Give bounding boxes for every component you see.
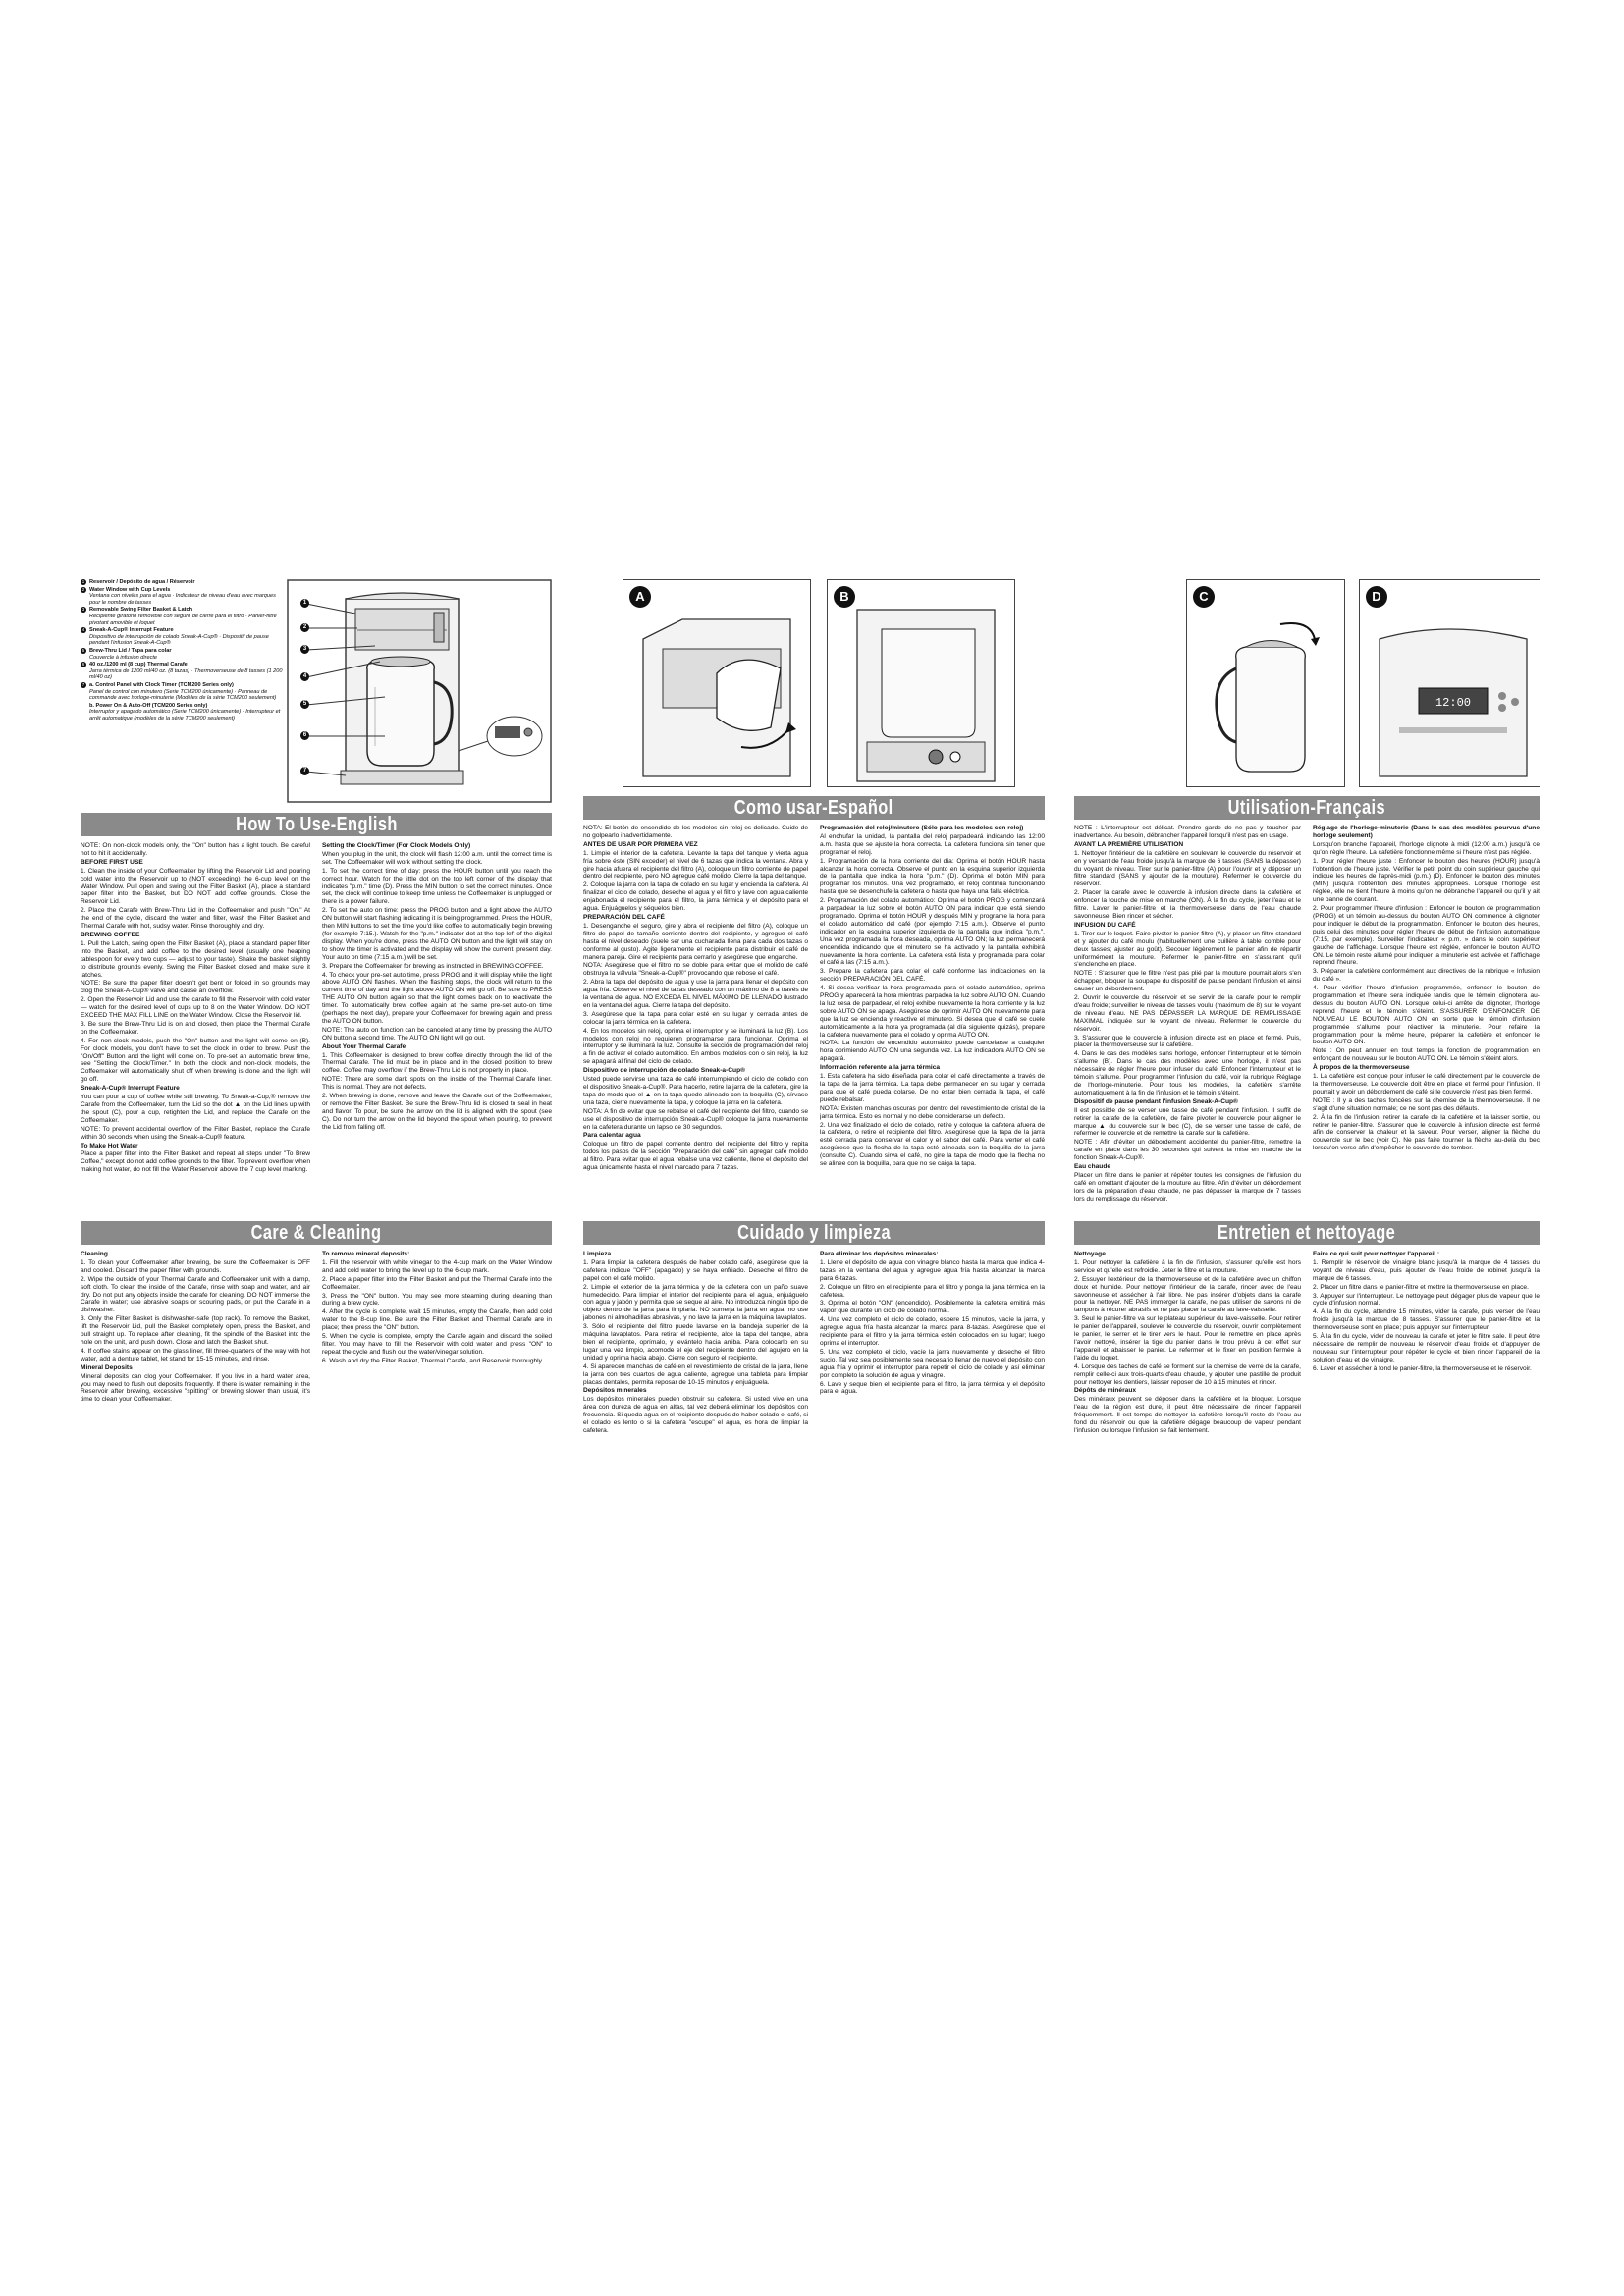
step: 2. Programación del colado automático: Oprima el botón PROG y comenzará a parpadear la luz sobre el botón AUTO ON para indicar que está siendo programado. Oprima el botón HOUR y después MIN y programe la hora para el colado automático del café (por ejemplo 7:15 a.m.). Observe el punto indicador en la esquina superior izquierda de la pantalla que indica "p.m.". Una vez programada la hora deseada, oprima AUTO ON; la luz permanecerá encendida indicando que el minutero se ha activado y la pantalla exhibirá nuevamente la hora corriente. La cafetera está lista y programada para colar el café a las (7:15 a.m.). xyxy=(820,897,1045,967)
parts-list-item xyxy=(81,627,287,647)
figure-a xyxy=(623,579,811,787)
part-translation: Ventana con niveles para el agua · Indicateur de niveau d'eau avec marques pour le nombre de tasses xyxy=(89,593,276,606)
step: 2. Coloque la jarra con la tapa de colado en su lugar y encienda la cafetera. Al finalizar el ciclo de colado, deseche el agua y el filtro y lave con agua caliente enjabonada el recipiente para el filtro, la jarra térmica y el depósito para el agua. Enjuáguelos y séquelos bien. xyxy=(583,881,808,913)
english-care-column-1 xyxy=(81,1251,310,1476)
english-care-columns xyxy=(81,1251,552,1476)
note: NOTE : Il y a des taches foncées sur la chemise de la thermoverseuse. Il ne s'agit d'une situation normale; ce ne sont pas des défauts. xyxy=(1313,1096,1540,1112)
part-number-badge: 3 xyxy=(81,607,85,613)
figure-d-label: D xyxy=(1366,586,1387,608)
step: 2. Wipe the outside of your Thermal Carafe and Coffeemaker unit with a damp, soft cloth. To clean the inside of the Carafe, rinse with soap and water, and air dry. Do not put any objects inside the carafe for cleaning. DO NOT immerse the Carafe in water; use abrasive soaps or scouring pads, or put the Carafe in a dishwasher. xyxy=(81,1275,310,1314)
note-top: NOTA: El botón de encendido de los modelos sin reloj es delicado. Cuide de no golpearlo inadvertidamente. xyxy=(583,825,808,839)
english-care-column-2 xyxy=(322,1251,552,1476)
cuidado-banner: Cuidado y limpieza xyxy=(583,1221,1045,1245)
parts-list-item xyxy=(81,607,287,626)
brewing-heading: INFUSION DU CAFÉ xyxy=(1074,921,1136,929)
part-label xyxy=(89,579,195,586)
spanish-care-column-1 xyxy=(583,1251,808,1476)
paragraph: Coloque un filtro de papel corriente dentro del recipiente del filtro y repita todos los pasos de la sección "Preparación del café" sin agregar café molido al filtro. Para evitar que el agua rebalse una vez caliente, llene el depósito del agua únicamente hasta el nivel marcado para 7 tazas. xyxy=(583,1141,808,1172)
thermal-heading: À propos de la thermoverseuse xyxy=(1313,1064,1410,1072)
sneak-heading: Sneak-A-Cup® Interrupt Feature xyxy=(81,1085,180,1093)
step: 3. Préparer la cafetière conformément aux directives de la rubrique « Infusion du café ». xyxy=(1313,968,1540,984)
como-usar-banner: Como usar-Español xyxy=(583,796,1045,820)
paragraph: Des minéraux peuvent se déposer dans la cafetière et la bloquer. Lorsque l'eau de la région est dure, il peut être nécessaire de rincer l'appareil fréquemment. Il est temps de nettoyer la cafetière lorsqu'il reste de l'eau au fond du réservoir ou que la cafetière dégage beaucoup de vapeur pendant l'infusion ou lorsque l'infusion se fait lentement. xyxy=(1074,1396,1301,1434)
svg-text:12:00: 12:00 xyxy=(1435,696,1472,710)
figure-a-label: A xyxy=(629,586,651,608)
callout-6: 6 xyxy=(300,731,309,740)
paragraph: Placer un filtre dans le panier et répéter toutes les consignes de l'infusion du café en omettant d'ajouter de la mouture au filtre. Afin d'éviter un débordement lors de la préparation d'eau chaude, ne pas dépasser la marque de 7 tasses lors du remplissage du réservoir. xyxy=(1074,1171,1301,1202)
step: 4. Si aparecen manchas de café en el revestimiento de cristal de la jarra, llene la jarra con tres cuartos de agua caliente, agregue una tableta para limpiar placas dentales, permita reposar de 10-15 minutos y enjuáguela. xyxy=(583,1362,808,1386)
step: 1. This Coffeemaker is designed to brew coffee directly through the lid of the Thermal Carafe. The lid must be in place and in the closed position to brew coffee. Coffee may overflow if the Brew-Thru Lid is not properly in place. xyxy=(322,1051,552,1075)
utilisation-banner: Utilisation-Français xyxy=(1074,796,1540,820)
step: 2. To set the auto on time: press the PROG button and a light above the AUTO ON button will start flashing indicating it is being programmed. Press the HOUR, then MIN buttons to set the time you'd like coffee to automatically begin brewing (for example 7:15.). Watch for the "p.m." indicator dot at the top left of the digital display. When you're done, press the AUTO ON button and the light will stay on to show the timer is activated and the display will show the current, present day. Your auto on time (7:15 a.m.) will be set. xyxy=(322,907,552,961)
step: 2. Placer un filtre dans le panier-filtre et mettre la thermoverseuse en place. xyxy=(1313,1283,1529,1291)
step: 4. En los modelos sin reloj, oprima el interruptor y se iluminará la luz (B). Los modelos con reloj no requieren programarse para funcionar. Oprima el interruptor y se iluminará la luz. Consulte la sección de programación del reloj a fin de activar el colado automático. En ambos modelos con o sin reloj, la luz se apagará al final del ciclo de colado. xyxy=(583,1027,808,1066)
step: 1. To set the correct time of day: press the HOUR button until you reach the correct hour. Watch for the little dot on the top left corner of the display that indicates "p.m." time (D). Press the MIN button to set the correct minutes. Once set, the clock will continue to keep time unless the Coffeemaker is unplugged or there is a power failure. xyxy=(322,867,552,906)
part-label xyxy=(89,607,287,626)
step: 1. Esta cafetera ha sido diseñada para colar el café directamente a través de la tapa de la jarra térmica. La tapa debe permanecer en su lugar y cerrada para que el café pueda colarse. De no estar bien cerrada la tapa, el café puede rebalsar. xyxy=(820,1073,1045,1103)
hot-water-heading: To Make Hot Water xyxy=(81,1142,138,1149)
note: NOTA: La función de encendido automático puede cancelarse a cualquier hora oprimiendo AUTO ON una segunda vez. La luz indicadora AUTO ON se apagará. xyxy=(820,1040,1045,1063)
step: 2. Placer la carafe avec le couvercle à infusion directe dans la cafetière et enfoncer la touche de mise en marche (ON). À la fin du cycle, jeter l'eau et le filtre. Laver le panier-filtre et la thermoverseuse dans de l'eau chaude savonneuse. Bien rincer et sécher. xyxy=(1074,889,1301,920)
callout-7: 7 xyxy=(300,767,309,775)
entretien-banner: Entretien et nettoyage xyxy=(1074,1221,1540,1245)
part-number-badge: 1 xyxy=(81,579,85,584)
french-care-column-1 xyxy=(1074,1251,1301,1476)
note-top: NOTE: On non-clock models only, the "On" button has a light touch. Be careful not to hit it accidentally. xyxy=(81,842,310,857)
part-label xyxy=(89,703,287,722)
step: 1. Clean the inside of your Coffeemaker by lifting the Reservoir Lid and pouring cold water into the Reservoir up to (NOT exceeding) the 6-cup level on the Water Window. Pull open and swing out the Filter Basket (A), place a standard paper filter into the Basket, but DO NOT add coffee grounds. Close the Reservoir Lid. xyxy=(81,867,310,906)
remove-heading: Faire ce qui suit pour nettoyer l'appareil : xyxy=(1313,1251,1440,1257)
step: 5. Una vez completo el ciclo, vacíe la jarra nuevamente y deseche el filtro sucio. Tal vez sea posiblemente sea necesario llenar de nuevo el depósito con agua fría y oprimir el interruptor para repetir el ciclo de colado y así eliminar por completo la solución de agua y vinagre. xyxy=(820,1348,1045,1379)
english-column-2 xyxy=(322,842,552,1213)
remove-heading: To remove mineral deposits: xyxy=(322,1251,410,1257)
step: 5. À la fin du cycle, vider de nouveau la carafe et jeter le filtre sale. Il peut être nécessaire de remplir de nouveau le réservoir d'eau froide et d'appuyer de nouveau sur l'interrupteur pour répéter le cycle et bien rincer l'appareil de la solution d'eau et de vinaigre. xyxy=(1313,1333,1540,1363)
cleaning-heading: Nettoyage xyxy=(1074,1251,1106,1257)
spanish-care-columns xyxy=(583,1251,1045,1476)
step: 2. Pour programmer l'heure d'infusion : Enfoncer le bouton de programmation (PROG) et un témoin au-dessus du bouton AUTO ON commence à clignoter pour indiquer le début de la programmation. Enfoncer le bouton des heures, puis celui des minutes pour régler l'heure de début de l'infusion automatique (7:15, par exemple). Surveiller l'indicateur « p.m. » dans le coin supérieur gauche de l'affichage. Lorsque l'heure est réglée, enfoncer le bouton AUTO ON. Le témoin reste allumé pour indiquer la minuterie est activée et l'affichage reprend l'heure. xyxy=(1313,905,1540,967)
step: 1. Nettoyer l'intérieur de la cafetière en soulevant le couvercle du réservoir et en y versant de l'eau froide jusqu'à la marque de 6 tasses (SANS la dépasser) du voyant de niveau. Tirer sur le panier-filtre (A) pour l'ouvrir et y déposer un filtre standard (SANS y ajouter de la mouture). Refermer le couvercle du réservoir. xyxy=(1074,849,1301,888)
note: NOTE : S'assurer que le filtre n'est pas plié par la mouture pourrait alors s'en échapper, bloquer la soupape du dispositif de pause pendant l'infusion et ainsi causer un débordement. xyxy=(1074,970,1301,993)
step: 3. Only the Filter Basket is dishwasher-safe (top rack). To remove the Basket, lift the Reservoir Lid, pull the Basket completely open, press the Basket, and pull straight up. To replace after cleaning, fit the spindle of the Basket into the hole on the unit, and push down. Close and latch the Basket shut. xyxy=(81,1315,310,1346)
spanish-care-column-2 xyxy=(820,1251,1045,1476)
note: NOTA: Asegúrese que el filtro no se doble para evitar que el molido de café obstruya la válvula "Sneak-a-Cup®" provocando que rebose el café. xyxy=(583,962,808,978)
clock-display-illustration xyxy=(1360,580,1540,786)
spanish-column-1 xyxy=(583,825,808,1213)
hot-water-heading: Eau chaude xyxy=(1074,1163,1111,1171)
step: 2. Una vez finalizado el ciclo de colado, retire y coloque la cafetera afuera de la cafetera, o retire el recipiente del filtro. Asegúrese que la tapa de la jarra esté cerrada para conservar el calor y el sabor del café. Para verter el café asegúrese que la flecha de la tapa esté alineada con la boquilla de la jarra (consulte C). Cuando sirva el café, no gire la tapa de modo que la flecha no se alinee con la boquilla, para que no se caiga la tapa. xyxy=(820,1121,1045,1168)
step: 2. Place a paper filter into the Filter Basket and put the Thermal Carafe into the Coffeemaker. xyxy=(322,1275,552,1291)
part-translation: Jarra térmica de 1200 ml/40 oz. (8 tazas) · Thermoverseuse de 8 tasses (1 200 ml/40 oz) xyxy=(89,667,283,681)
step: 2. Limpie el exterior de la jarra térmica y de la cafetera con un paño suave humedecido. Para limpiar el interior del recipiente para el agua, enjuáguelo con agua y jabón y permita que se seque al aire. No introduzca ningún tipo de objeto dentro de la jarra para limpiarla. NO sumerja la jarra en agua, no use jabones ni almohadillas abrasivas, y no lave la jarra en la máquina lavaplatos. xyxy=(583,1283,808,1322)
step: 3. S'assurer que le couvercle à infusion directe est en place et fermé. Puis, placer la thermoverseuse sur la cafetière. xyxy=(1074,1034,1301,1049)
filter-basket-illustration xyxy=(623,580,810,786)
part-name: Water Window with Cup Levels xyxy=(89,586,171,593)
mineral-heading: Depósitos minerales xyxy=(583,1387,647,1395)
step: 4. Dans le cas des modèles sans horloge, enfoncer l'interrupteur et le témoin s'allume (B). Dans le cas des modèles avec une horloge, il n'est pas nécessaire de régler l'heure pour infuser du café. Enfoncer l'interrupteur et le témoin s'allume. Pour programmer l'infusion du café, voir la rubrique Réglage de l'horloge-minuterie. Pour tous les modèles, la cafetière s'arrête automatiquement à la fin de l'infusion et le témoin s'éteint. xyxy=(1074,1050,1301,1096)
note-top: NOTE : L'interrupteur est délicat. Prendre garde de ne pas y toucher par inadvertance. Au besoin, débrancher l'appareil lorsqu'il n'est pas en usage. xyxy=(1074,825,1301,839)
clock-heading: Réglage de l'horloge-minuterie (Dans le cas des modèles pourvus d'une horloge seulement) xyxy=(1313,825,1540,839)
part-name: Brew-Thru Lid / Tapa para colar xyxy=(89,647,172,654)
part-label xyxy=(89,587,287,607)
parts-list-item xyxy=(81,648,287,661)
parts-list-item xyxy=(81,587,287,607)
part-translation: Dispositivo de interrupción de colado Sneak-A-Cup® · Dispositif de pause pendant l'infusion Sneak-A-Cup® xyxy=(89,633,269,647)
before-first-use-heading: ANTES DE USAR POR PRIMERA VEZ xyxy=(583,840,698,848)
step: 1. Fill the reservoir with white vinegar to the 4-cup mark on the Water Window and add cold water to bring the level up to the 6-cup mark. xyxy=(322,1258,552,1274)
note: Note : On peut annuler en tout temps la fonction de programmation en enfonçant de nouveau sur le bouton AUTO ON. Le témoin s'éteint alors. xyxy=(1313,1047,1540,1063)
french-care-column-2 xyxy=(1313,1251,1540,1476)
step: 1. Pull the Latch, swing open the Filter Basket (A), place a standard paper filter into the Basket, and add coffee to the desired level (usually one heaping tablespoon for every two cups — adjust to your taste). Shake the basket slightly to distribute grounds evenly. Swing the Filter Basket closed and make sure it latches. xyxy=(81,939,310,979)
paragraph: Al enchufar la unidad, la pantalla del reloj parpadeará indicando las 12:00 a.m. hasta que se ajuste la hora correcta. La cafetera funciona sin tener que programar el reloj. xyxy=(820,832,1045,856)
paragraph: Los depósitos minerales pueden obstruir su cafetera. Si usted vive en una área con dureza de agua en altas, tal vez deberá eliminar los depósitos con frecuencia. Si queda agua en el recipiente después de haber colado el café, si el colado es lento o si la cafetera "escupe" el agua, es hora de limpiar la cafetera. xyxy=(583,1396,808,1434)
how-to-banner: How To Use-English xyxy=(81,813,552,836)
paragraph: Usted puede servirse una taza de café interrumpiendo el ciclo de colado con el dispositivo Sneak-a-Cup®. Para hacerlo, retire la jarra de la cafetera, gire la tapa de modo que el ▲ en la tapa quede alineado con la boquilla (C), sírvase una taza, cierre nuevamente la tapa, y coloque la jarra en la cafetera. xyxy=(583,1076,808,1106)
step: 3. Prepare la cafetera para colar el café conforme las indicaciones en la sección PREPARACIÓN DEL CAFÉ. xyxy=(820,968,1045,984)
callout-4: 4 xyxy=(300,672,309,681)
step: 3. Prepare the Coffeemaker for brewing as instructed in BREWING COFFEE. xyxy=(322,962,544,970)
step: 1. Tirer sur le loquet. Faire pivoter le panier-filtre (A), y placer un filtre standard et y ajouter du café moulu (habituellement une cuillère à table comble pour deux tasses; ajuster au goût). Secouer légèrement le panier afin de répartir uniformément la mouture. Refermer le panier-filtre en s'assurant qu'il s'enclenche en place. xyxy=(1074,930,1301,969)
parts-list xyxy=(81,579,287,722)
part-name: 40 oz./1200 ml (8 cup) Thermal Carafe xyxy=(89,662,188,668)
mineral-heading: Dépôts de minéraux xyxy=(1074,1387,1137,1395)
part-name: Removable Swing Filter Basket & Latch xyxy=(89,607,193,614)
step: 2. À la fin de l'infusion, retirer la carafe de la cafetière et la laisser sortie, ou retirer le panier-filtre. S'assurer que le couvercle à infusion directe est fermé afin de conserver la chaleur et la saveur. Pour verser, aligner la flèche du couvercle sur le bec (voir C). Ne pas faire tourner la flèche au-delà du bec lorsqu'on verse afin d'empêcher le couvercle de tomber. xyxy=(1313,1113,1540,1152)
step: 6. Lave y seque bien el recipiente para el filtro, la jarra térmica y el depósito para el agua. xyxy=(820,1380,1045,1396)
coffeemaker-parts-diagram xyxy=(287,579,552,803)
step: 6. Wash and dry the Filter Basket, Thermal Carafe, and Reservoir thoroughly. xyxy=(322,1357,544,1364)
step: 1. Programación de la hora corriente del día: Oprima el botón HOUR hasta alcanzar la hora correcta. Observe el punto en la esquina superior izquierda de la pantalla que indica la hora "p.m." (D). Oprima el botón MIN para programar los minutos. Una vez programado, el reloj continúa funcionando hasta que se desenchufe la cafetera o hasta que haya una falla eléctrica. xyxy=(820,857,1045,896)
english-usage-columns xyxy=(81,842,552,1213)
step: 1. Desenganche el seguro, gire y abra el recipiente del filtro (A), coloque un filtro de papel de tamaño corriente dentro del recipiente, y agregue el café hasta el nivel deseado (suele ser una cucharada llena para cada dos tazas o conforme al gusto). Agite ligeramente el recipiente para distribuir el café de manera pareja. Gire el recipiente para cerrarlo y asegúrese que enganche. xyxy=(583,922,808,961)
part-translation: Panel de control con minutero (Serie TCM200 únicamente) · Panneau de commande avec horloge-minuterie (Modèles de la série TCM200 seulement) xyxy=(89,688,277,702)
step: 2. Open the Reservoir Lid and use the carafe to fill the Reservoir with cold water — watch for the desired level of cups up to 8 on the Water Window. DO NOT EXCEED THE MAX FILL LINE on the Water Window. Close the Reservoir lid. xyxy=(81,996,310,1020)
step: 3. Seul le panier-filtre va sur le plateau supérieur du lave-vaisselle. Pour retirer le panier de l'appareil, soulever le couvercle du réservoir, ouvrir complètement le panier, le serrer et le tirer vers le haut. Pour le remettre en place après l'avoir nettoyé, insérer la tige du panier dans le trou prévu à cet effet sur l'appareil et abaisser le panier. Le refermer et le fixer en position fermée à l'aide du loquet. xyxy=(1074,1315,1301,1362)
step: 2. Place the Carafe with Brew-Thru Lid in the Coffeemaker and push "On." At the end of the cycle, discard the water and filter, wash the Filter Basket and Thermal Carafe with hot, sudsy water. Rinse thoroughly and dry. xyxy=(81,907,310,931)
step: 3. Be sure the Brew-Thru Lid is on and closed, then place the Thermal Carafe on the Coffeemaker. xyxy=(81,1020,310,1036)
part-name: b. Power On & Auto-Off (TCM200 Series only) xyxy=(89,702,208,709)
step: 1. Pour régler l'heure juste : Enfoncer le bouton des heures (HOUR) jusqu'à l'obtention de l'heure juste. Vérifier le petit point du coin supérieur gauche qui indique les heures de l'après-midi (p.m.) (D). Enfoncer le bouton des minutes (MIN) jusqu'à l'obtention des minutes appropriées. Lorsque l'horloge est réglée, elle ne tient l'heure à moins qu'on ne débranche l'appareil ou qu'il y ait une panne de courant. xyxy=(1313,857,1540,904)
cleaning-heading: Limpieza xyxy=(583,1251,612,1257)
power-button-illustration xyxy=(828,580,1014,786)
step: 4. Una vez completo el ciclo de colado, espere 15 minutos, vacíe la jarra, y agregue agua fría hasta alcanzar la marca para 8-tazas. Asegúrese que el recipiente para el filtro y la jarra térmica estén colocados en su lugar; luego oprima el interruptor. xyxy=(820,1316,1045,1347)
brewing-heading: PREPARACIÓN DEL CAFÉ xyxy=(583,913,665,921)
step: 3. Appuyer sur l'interrupteur. Le nettoyage peut dégager plus de vapeur que le cycle d'infusion normal. xyxy=(1313,1292,1540,1308)
paragraph: Mineral deposits can clog your Coffeemaker. If you live in a hard water area, you may need to flush out deposits frequently. If there is water remaining in the Reservoir after brewing, excessive "spitting" or brewing slower than usual, it's time to clean your Coffeemaker. xyxy=(81,1372,310,1404)
paragraph: When you plug in the unit, the clock will flash 12:00 a.m. until the correct time is set. The Coffeemaker will work without setting the clock. xyxy=(322,850,552,866)
before-first-use-heading: BEFORE FIRST USE xyxy=(81,858,143,866)
step: 1. Pour nettoyer la cafetière à la fin de l'infusion, s'assurer qu'elle est hors service et qu'elle est refroidie. Jeter le filtre et la mouture. xyxy=(1074,1258,1301,1274)
step: 3. Asegúrese que la tapa para colar esté en su lugar y cerrada antes de colocar la jarra térmica en la cafetera. xyxy=(583,1010,808,1026)
part-name: Reservoir / Depósito de agua / Réservoir xyxy=(89,579,195,585)
step: 2. Essuyer l'extérieur de la thermoverseuse et de la cafetière avec un chiffon doux et humide. Pour nettoyer l'intérieur de la carafe, rincer avec de l'eau savonneuse et assécher à l'air libre. Ne pas insérer d'objets dans la carafe pour la nettoyer. NE PAS immerger la carafe, ne pas utiliser de savons ni de tampons à récurer abrasifs et ne pas placer la carafe au lave-vaisselle. xyxy=(1074,1275,1301,1314)
figure-b-label: B xyxy=(834,586,855,608)
step: 4. Si desea verificar la hora programada para el colado automático, oprima PROG y aparecerá la hora mientras parpadea la luz sobre AUTO ON. Cuando la luz cesa de parpadear, el reloj exhibe nuevamente la hora corriente y la luz sobre AUTO ON se apaga. Asegúrese de oprimir AUTO ON nuevamente para que la luz se encienda y reactive el minutero. Si desea que el café se cuele automáticamente a la hora ya programada (al día siguiente quizás), prepare la cafetera nuevamente para el colado y oprima AUTO ON. xyxy=(820,985,1045,1039)
french-panel xyxy=(1074,579,1540,1477)
step: 2. Ouvrir le couvercle du réservoir et se servir de la carafe pour le remplir d'eau froide; surveiller le niveau de tasses voulu (maximum de 8) sur le voyant de niveau d'eau. NE PAS DÉPASSER LA MARQUE DE REMPLISSAGE MAXIMAL indiquée sur le voyant de niveau. Refermer le couvercle du réservoir. xyxy=(1074,994,1301,1033)
note: NOTE : Afin d'éviter un débordement accidentel du panier-filtre, remettre la carafe en place dans les 30 secondes qui suivent la mise en marche de la fonction Sneak-A-Cup®. xyxy=(1074,1139,1301,1162)
brewing-heading: BREWING COFFEE xyxy=(81,931,140,938)
parts-list-item xyxy=(81,662,287,681)
parts-list-item xyxy=(81,682,287,702)
step: 4. If coffee stains appear on the glass liner, fill three-quarters of the way with hot water, add a denture tablet, let stand for 15-15 minutes, and rinse. xyxy=(81,1347,310,1362)
step: 5. When the cycle is complete, empty the Carafe again and discard the soiled filter. You may have to fill the Reservoir with cold water and press "ON" to repeat the cycle and flush out the water/vinegar solution. xyxy=(322,1333,552,1356)
note: NOTA: A fin de evitar que se rebalse el café del recipiente del filtro, cuando se use el dispositivo de interrupción Sneak-a-Cup® coloque la jarra nuevamente en la cafetera durante un lapso de 30 segundos. xyxy=(583,1107,808,1131)
paragraph: Lorsqu'on branche l'appareil, l'horloge clignote à midi (12:00 a.m.) jusqu'à ce qu'on règle l'heure. La cafetière fonctionne même si l'heure n'est pas réglée. xyxy=(1313,840,1540,856)
step: 4. For non-clock models, push the "On" button and the light will come on (B). For clock models, you don't have to set the clock in order to brew. Push the "On/Off" Button and the light will come on. To pre-set an automatic brew time, see "Setting the Clock/Timer." In both the clock and non-clock models, the Coffeemaker will automatically shut off when brewing is done and the light will go off. xyxy=(81,1037,310,1084)
thermal-heading: Información referente a la jarra térmica xyxy=(820,1064,941,1072)
french-usage-columns xyxy=(1074,825,1540,1213)
part-label xyxy=(89,682,287,702)
french-care-columns xyxy=(1074,1251,1540,1476)
step: 4. Pour vérifier l'heure d'infusion programmée, enfoncer le bouton de programmation et l'heure sera indiquée tandis que le témoin clignotera au-dessus du bouton AUTO ON. Lorsque celui-ci arrête de clignoter, l'horloge reprend l'heure et le témoin s'éteint. S'ASSURER D'ENFONCER DE NOUVEAU LE BOUTON AUTO ON en sorte que le témoin d'infusion programmée s'allume pour réactiver la minuterie. Pour refaire la programmation pour la même heure, préparer la cafetière et enfoncer le bouton AUTO ON. xyxy=(1313,985,1540,1046)
step: 6. Laver et assécher à fond le panier-filtre, la thermoverseuse et le réservoir. xyxy=(1313,1364,1532,1372)
step: 1. Remplir le réservoir de vinaigre blanc jusqu'à la marque de 4 tasses du voyant de niveau d'eau, puis ajouter de l'eau froide de robinet jusqu'à la marque de 6 tasses. xyxy=(1313,1258,1540,1282)
note: NOTE: The auto on function can be canceled at any time by pressing the AUTO ON button a second time. The AUTO ON light will go out. xyxy=(322,1026,552,1041)
parts-list-item xyxy=(81,579,287,586)
note: NOTE: Be sure the paper filter doesn't get bent or folded in so grounds may clog the Sneak-A-Cup® valve and cause an overflow. xyxy=(81,980,310,995)
clock-heading: Setting the Clock/Timer (For Clock Models Only) xyxy=(322,842,471,849)
step: 1. Limpie el interior de la cafetera. Levante la tapa del tanque y vierta agua fría sobre éste (SIN exceder) el nivel de 6 tazas que indica la ventana. Abra y gire hacia afuera el recipiente del filtro (A), coloque un filtro corriente de papel dentro del recipiente, pero NO agregue café molido. Cierre la tapa del tanque. xyxy=(583,849,808,881)
part-translation: Interruptor y apagado automático (Serie TCM200 únicamente) · Interrupteur et arrêt automatique (modèles de la série TCM200 seulement) xyxy=(89,709,281,721)
figure-c xyxy=(1186,579,1345,787)
french-column-2 xyxy=(1313,825,1540,1213)
french-column-1 xyxy=(1074,825,1301,1213)
paragraph: Il est possible de se verser une tasse de café pendant l'infusion. Il suffit de retirer la carafe de la cafetière, de faire pivoter le couvercle pour aligner le marque ▲ du couvercle sur le bec (C), de se verser une tasse de café, de refermer le couvercle et de remettre la carafe sur la cafetière. xyxy=(1074,1106,1301,1138)
english-panel xyxy=(81,579,552,1477)
care-banner: Care & Cleaning xyxy=(81,1221,552,1245)
part-label xyxy=(89,662,287,681)
paragraph: You can pour a cup of coffee while still brewing. To Sneak-a-Cup,® remove the Carafe from the Coffeemaker, turn the Lid so the dot ▲ on the Lid lines up with the spout (C), pour a cup, retighten the Lid, and replace the Carafe on the Coffeemaker. xyxy=(81,1094,310,1124)
thermal-heading: About Your Thermal Carafe xyxy=(322,1042,406,1050)
figure-b xyxy=(827,579,1015,787)
sneak-heading: Dispositivo de interrupción de colado Sneak-a-Cup® xyxy=(583,1067,745,1075)
note: NOTE: There are some dark spots on the inside of the Thermal Carafe liner. This is normal. They are not defects. xyxy=(322,1076,552,1092)
step: 3. Oprima el botón "ON" (encendido). Posiblemente la cafetera emitirá más vapor que durante un ciclo de colado normal. xyxy=(820,1300,1045,1315)
note: NOTE: To prevent accidental overflow of the Filter Basket, replace the Carafe within 30 seconds when using the Sneak-a-Cup® feature. xyxy=(81,1125,310,1141)
part-label xyxy=(89,648,172,661)
step: 1. La cafetière est conçue pour infuser le café directement par le couvercle de la thermoverseuse. Le couvercle doit être en place et fermé pour l'infusion. Il pourrait y avoir un débordement de café si le couvercle n'est pas bien fermé. xyxy=(1313,1073,1540,1095)
step: 1. Para limpiar la cafetera después de haber colado café, asegúrese que la cafetera indique "OFF" (apagado) y se haya enfriado. Deseche el filtro de papel con el café molido. xyxy=(583,1258,808,1282)
clock-heading: Programación del reloj/minutero (Sólo para los modelos con reloj) xyxy=(820,825,1024,831)
remove-heading: Para eliminar los depósitos minerales: xyxy=(820,1251,939,1257)
hot-water-heading: Para calentar agua xyxy=(583,1132,641,1140)
step: 1. To clean your Coffeemaker after brewing, be sure the Coffeemaker is OFF and cooled. Discard the paper filter with grounds. xyxy=(81,1258,310,1274)
sneak-heading: Dispositif de pause pendant l'infusion Sneak-A-Cup® xyxy=(1074,1097,1238,1105)
part-number-badge: 7 xyxy=(81,681,85,687)
carafe-lid-illustration xyxy=(1187,580,1344,786)
english-column-1 xyxy=(81,842,310,1213)
spanish-panel xyxy=(583,579,1045,1477)
paragraph: Place a paper filter into the Filter Basket and repeat all steps under "To Brew Coffee," except do not add coffee grounds to the filter. To prevent overflow when making hot water, do not fill the Water Reservoir above the 7 cup level marking. xyxy=(81,1150,310,1174)
callout-5: 5 xyxy=(300,700,309,709)
figure-d xyxy=(1359,579,1540,787)
callout-2: 2 xyxy=(300,623,309,632)
step: 2. Coloque un filtro en el recipiente para el filtro y ponga la jarra térmica en la cafetera. xyxy=(820,1283,1045,1299)
step: 4. À la fin du cycle, attendre 15 minutes, vider la carafe, puis verser de l'eau froide jusqu'à la marque de 8 tasses. S'assurer que le panier-filtre et la thermoverseuse sont en place; puis appuyer sur l'interrupteur. xyxy=(1313,1308,1540,1332)
step: 3. Press the "ON" button. You may see more steaming during cleaning than during a brew cycle. xyxy=(322,1292,552,1308)
parts-list-item xyxy=(81,703,287,722)
part-number-badge: 6 xyxy=(81,662,85,667)
part-translation: Couvercle à infusion directe xyxy=(89,654,158,661)
part-translation: Recipiente giratorio removible con seguro de cierre para el filtro · Panier-filtre pivotant amovible et loquet xyxy=(89,613,277,626)
callout-1: 1 xyxy=(300,599,309,608)
before-first-use-heading: AVANT LA PREMIÈRE UTILISATION xyxy=(1074,840,1184,848)
part-label xyxy=(89,627,287,647)
figure-c-label: C xyxy=(1193,586,1215,608)
part-name: a. Control Panel with Clock Timer (TCM200 Series only) xyxy=(89,681,234,688)
part-number-badge: 5 xyxy=(81,647,85,653)
step: 2. Abra la tapa del depósito de agua y use la jarra para llenar el depósito con agua fría. Observe el nivel de tazas deseado con un máximo de 8 a través de la ventana del agua. NO EXCEDA EL NIVEL MÁXIMO DE LLENADO ilustrado en la ventana del agua. Cierre la tapa del depósito. xyxy=(583,979,808,1009)
callout-3: 3 xyxy=(300,645,309,654)
part-number-badge: 2 xyxy=(81,586,85,592)
instruction-sheet xyxy=(81,579,1540,1477)
part-number-badge: 4 xyxy=(81,627,85,633)
step: 4. Lorsque des taches de café se forment sur la chemise de verre de la carafe, remplir celle-ci aux trois-quarts d'eau chaude, y ajouter une pastille de produit pour nettoyer les dentiers, laisser reposer de 10 à 15 minutes et rincer. xyxy=(1074,1362,1301,1386)
mineral-heading: Mineral Deposits xyxy=(81,1363,133,1371)
step: 1. Llene el depósito de agua con vinagre blanco hasta la marca que indica 4-tazas en la ventana del agua y agregue agua fría hasta alcanzar la marca para 6-tazas. xyxy=(820,1258,1045,1282)
step: 4. After the cycle is complete, wait 15 minutes, empty the Carafe, then add cold water to the 8-cup line. Be sure the Filter Basket and Thermal Carafe are in place; then press the "ON" button. xyxy=(322,1308,552,1332)
step: 4. To check your pre-set auto time, press PROG and it will display while the light above AUTO ON flashes. When the flashing stops, the clock will return to the current time of day and the light above AUTO ON will go off. Be sure to PRESS THE AUTO ON button again so that the light comes back on to reactivate the timer. To automatically brew coffee again at the same pre-set auto-on time (perhaps the next day), prepare your Coffeemaker for brewing again and press the AUTO ON button. xyxy=(322,971,552,1025)
part-name: Sneak-A-Cup® Interrupt Feature xyxy=(89,627,174,634)
step: 2. When brewing is done, remove and leave the Carafe out of the Coffeemaker, or remove the Filter Basket. Be sure the Brew-Thru lid is closed to seal in heat and flavor. To pour, be sure the arrow on the lid is aligned with the spout (see C). Do not turn the arrow on the lid beyond the spout when pouring, to prevent the Lid from falling off. xyxy=(322,1093,552,1131)
spanish-usage-columns xyxy=(583,825,1045,1213)
spanish-column-2 xyxy=(820,825,1045,1213)
note: NOTA: Existen manchas oscuras por dentro del revestimiento de cristal de la jarra térmica. Esto es normal y no debe considerarse un defecto. xyxy=(820,1104,1045,1120)
step: 3. Sólo el recipiente del filtro puede lavarse en la bandeja superior de la máquina lavaplatos. Para retirar el recipiente, alce la tapa del tanque, abra bien el recipiente, oprímalo, y levántelo hacia arriba. Para colocarlo en su lugar una vez limpio, acomode el eje del recipiente dentro del agujero en la unidad y oprima hacia abajo. Cierre con seguro el recipiente. xyxy=(583,1323,808,1362)
cleaning-heading: Cleaning xyxy=(81,1251,108,1257)
